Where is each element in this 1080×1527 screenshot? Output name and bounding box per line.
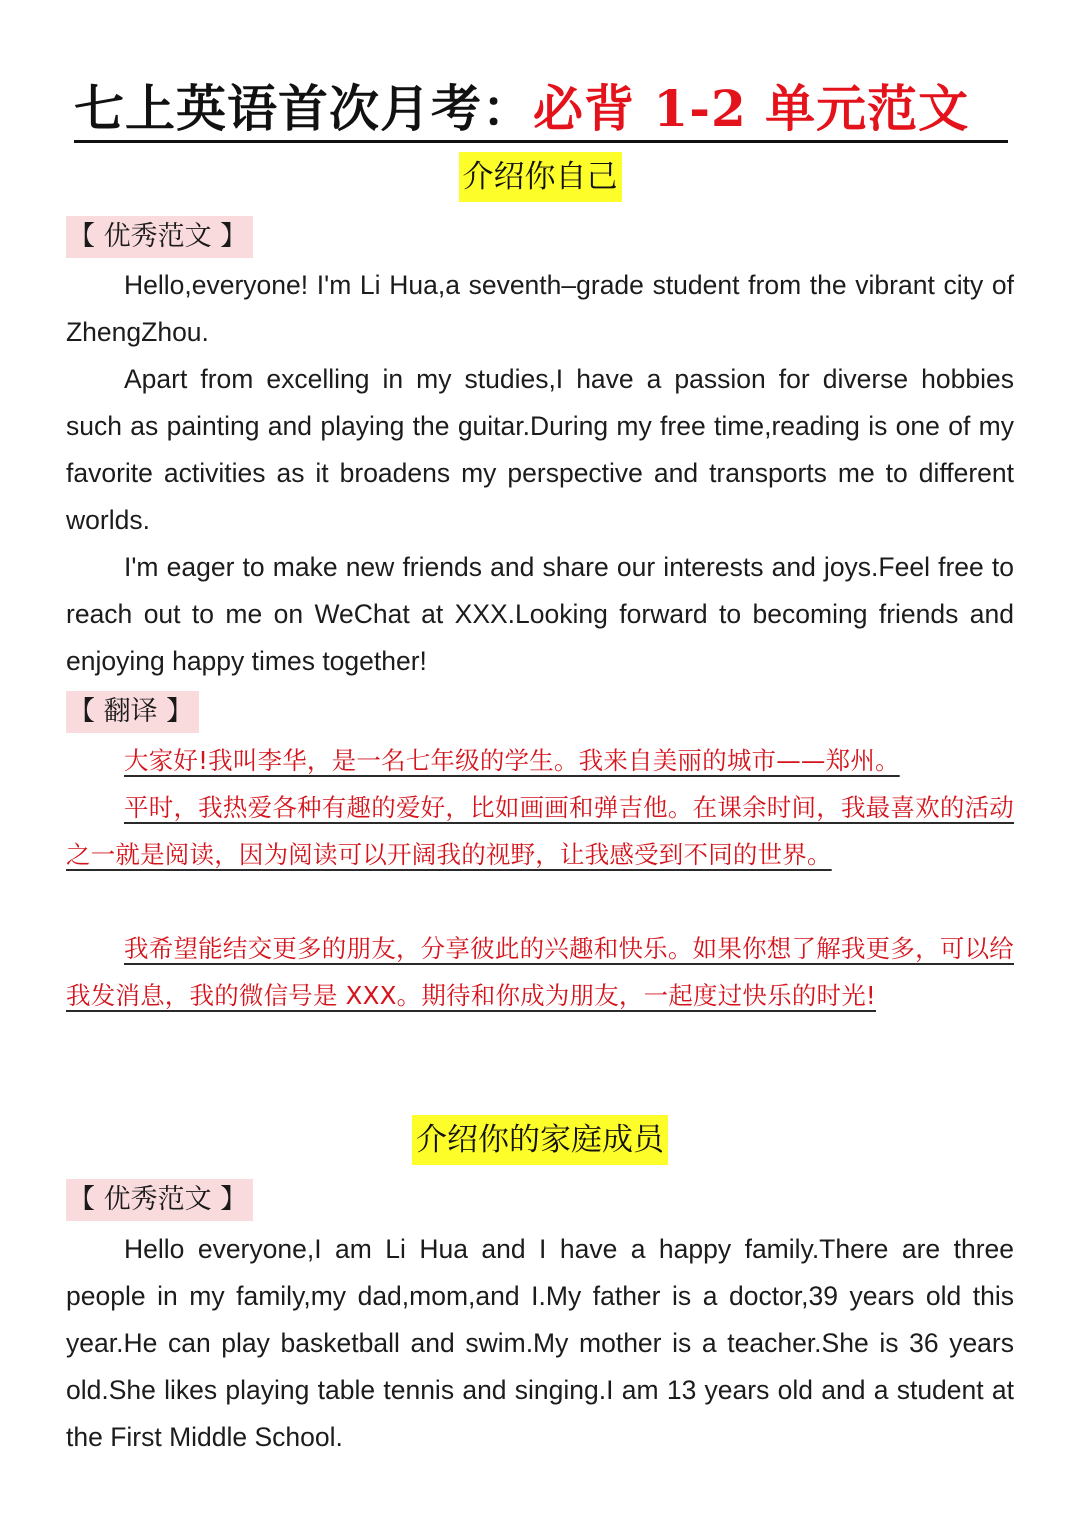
english-paragraph: Apart from excelling in my studies,I have a passion for diverse hobbies such as painting and playing the guitar.During my free time,reading is one of my favorite activities as it broadens my perspective and transports me to different worlds. <box>66 364 1014 535</box>
chinese-translation-paragraph: 平时，我热爱各种有趣的爱好，比如画画和弹吉他。在课余时间，我最喜欢的活动之一就是阅读，因为阅读可以开阔我的视野，让我感受到不同的世界。 <box>66 793 1014 869</box>
translation-tag: 【 翻译 】 <box>66 691 199 733</box>
chinese-translation-paragraph: 大家好!我叫李华，是一名七年级的学生。我来自美丽的城市——郑州。 <box>124 746 900 775</box>
section-heading-label: 介绍你自己 <box>459 152 622 202</box>
english-paragraph: Hello,everyone! I'm Li Hua,a seventh–grade student from the vibrant city of ZhengZhou. <box>66 270 1014 347</box>
title-black-part: 七上英语首次月考： <box>74 79 533 138</box>
english-paragraph: I'm eager to make new friends and share our interests and joys.Feel free to reach out to me on WeChat at XXX.Looking forward to becoming friends and enjoying happy times together! <box>66 552 1014 676</box>
chinese-translation-paragraph: 我希望能结交更多的朋友，分享彼此的兴趣和快乐。如果你想了解我更多，可以给我发消息，我的微信号是 XXX。期待和你成为朋友，一起度过快乐的时光! <box>66 934 1014 1010</box>
section-heading-label: 介绍你的家庭成员 <box>412 1115 668 1165</box>
page-title <box>74 78 1008 143</box>
section-heading-introduce-family <box>0 1115 1080 1165</box>
title-red-part: 必背 1-2 单元范文 <box>533 79 970 138</box>
sample-essay-tag: 【 优秀范文 】 <box>66 216 253 258</box>
english-paragraph: Hello everyone,I am Li Hua and I have a happy family.There are three people in my family,my dad,mom,and I.My father is a doctor,39 years old this year.He can play basketball and swim.My mother is a teacher.She is 36 years old.She likes playing table tennis and singing.I am 13 years old and a student at the First Middle School. <box>66 1234 1014 1452</box>
sample-essay-tag: 【 优秀范文 】 <box>66 1179 253 1221</box>
section-heading-introduce-yourself <box>0 152 1080 202</box>
